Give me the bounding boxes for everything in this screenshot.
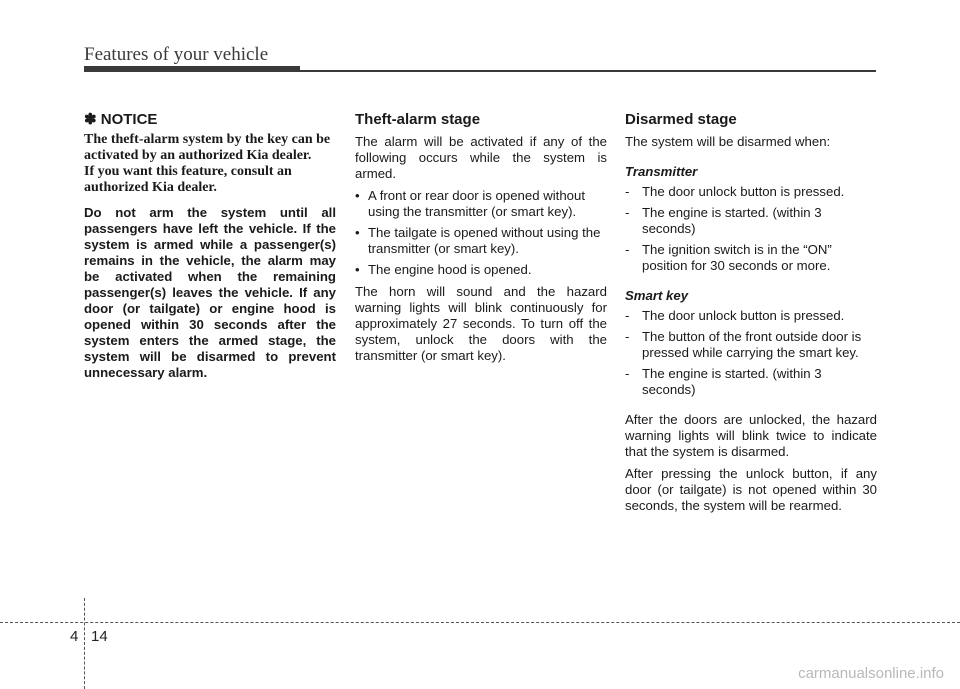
list-item [625,366,877,398]
list-item-text: The ignition switch is in the “ON” position for 30 seconds or more. [642,242,832,273]
list-item-text: The tailgate is opened without using the transmitter (or smart key). [368,225,601,256]
list-item-text: A front or rear door is opened without using the transmitter (or smart key). [368,188,585,219]
list-item [355,188,607,220]
smart-key-conditions [625,308,877,398]
footer-rule [0,622,960,623]
list-item [625,205,877,237]
theft-alarm-heading: Theft-alarm stage [355,111,481,128]
page-number: 14 [91,628,108,645]
bullet-mark: • [355,262,360,277]
dash-mark: - [625,366,630,381]
disarmed-blink-paragraph: After the doors are unlocked, the hazard warning lights will blink twice to indicate that the system is disarmed. [625,412,877,459]
list-item-text: The engine is started. (within 3 seconds) [642,366,822,397]
list-item [355,225,607,257]
theft-alarm-conditions [355,188,607,278]
disarmed-rearm-paragraph: After pressing the unlock button, if any door (or tailgate) is not opened within 30 seconds, the system will be rearmed. [625,466,877,513]
dash-mark: - [625,329,630,344]
transmitter-conditions [625,184,877,274]
header-rule-thin [300,70,876,72]
bullet-mark: • [355,188,360,203]
page-chapter-number: 4 [70,628,79,645]
footer-vertical-rule [84,598,85,689]
list-item [625,242,877,274]
list-item-text: The button of the front outside door is pressed while carrying the smart key. [642,329,862,360]
list-item [625,184,877,200]
list-item-text: The door unlock button is pressed. [642,184,845,199]
bullet-mark: • [355,225,360,240]
notice-line-dealer: The theft-alarm system by the key can be activated by an authorized Kia dealer. [84,132,331,163]
list-item [625,329,877,361]
smart-key-heading: Smart key [625,288,689,303]
dash-mark: - [625,242,630,257]
theft-alarm-outro: The horn will sound and the hazard warning lights will blink continuously for approximately 27 seconds. To turn off the system, unlock the doors with the transmitter (or smart key). [355,284,607,363]
disarmed-column [625,112,877,520]
notice-serif-paragraph [84,132,336,196]
notice-column [84,112,336,381]
page-header-title: Features of your vehicle [84,44,269,65]
theft-alarm-intro: The alarm will be activated if any of the following occurs while the system is armed. [355,134,607,181]
dash-mark: - [625,308,630,323]
disarmed-intro: The system will be disarmed when: [625,134,831,149]
list-item-text: The engine is started. (within 3 seconds) [642,205,822,236]
notice-line-consult: If you want this feature, consult an authorized Kia dealer. [84,164,292,195]
header-rule-thick [84,66,300,72]
list-item [355,262,607,278]
watermark: carmanualsonline.info [798,665,944,682]
disarmed-heading: Disarmed stage [625,111,737,128]
dash-mark: - [625,205,630,220]
notice-heading: ✽ NOTICE [84,111,158,128]
list-item-text: The engine hood is opened. [368,262,532,277]
notice-warning-text: Do not arm the system until all passengers have left the vehicle. If the system is armed while a passenger(s) remains in the vehicle, the alarm may be activated when the remaining passenger(s) leaves the vehicle. If any door (or tailgate) or engine hood is opened within 30 seconds after the system enters the armed stage, the system will be disarmed to prevent unnecessary alarm. [84,205,336,380]
list-item [625,308,877,324]
transmitter-heading: Transmitter [625,164,698,179]
dash-mark: - [625,184,630,199]
theft-alarm-column [355,112,607,370]
list-item-text: The door unlock button is pressed. [642,308,845,323]
